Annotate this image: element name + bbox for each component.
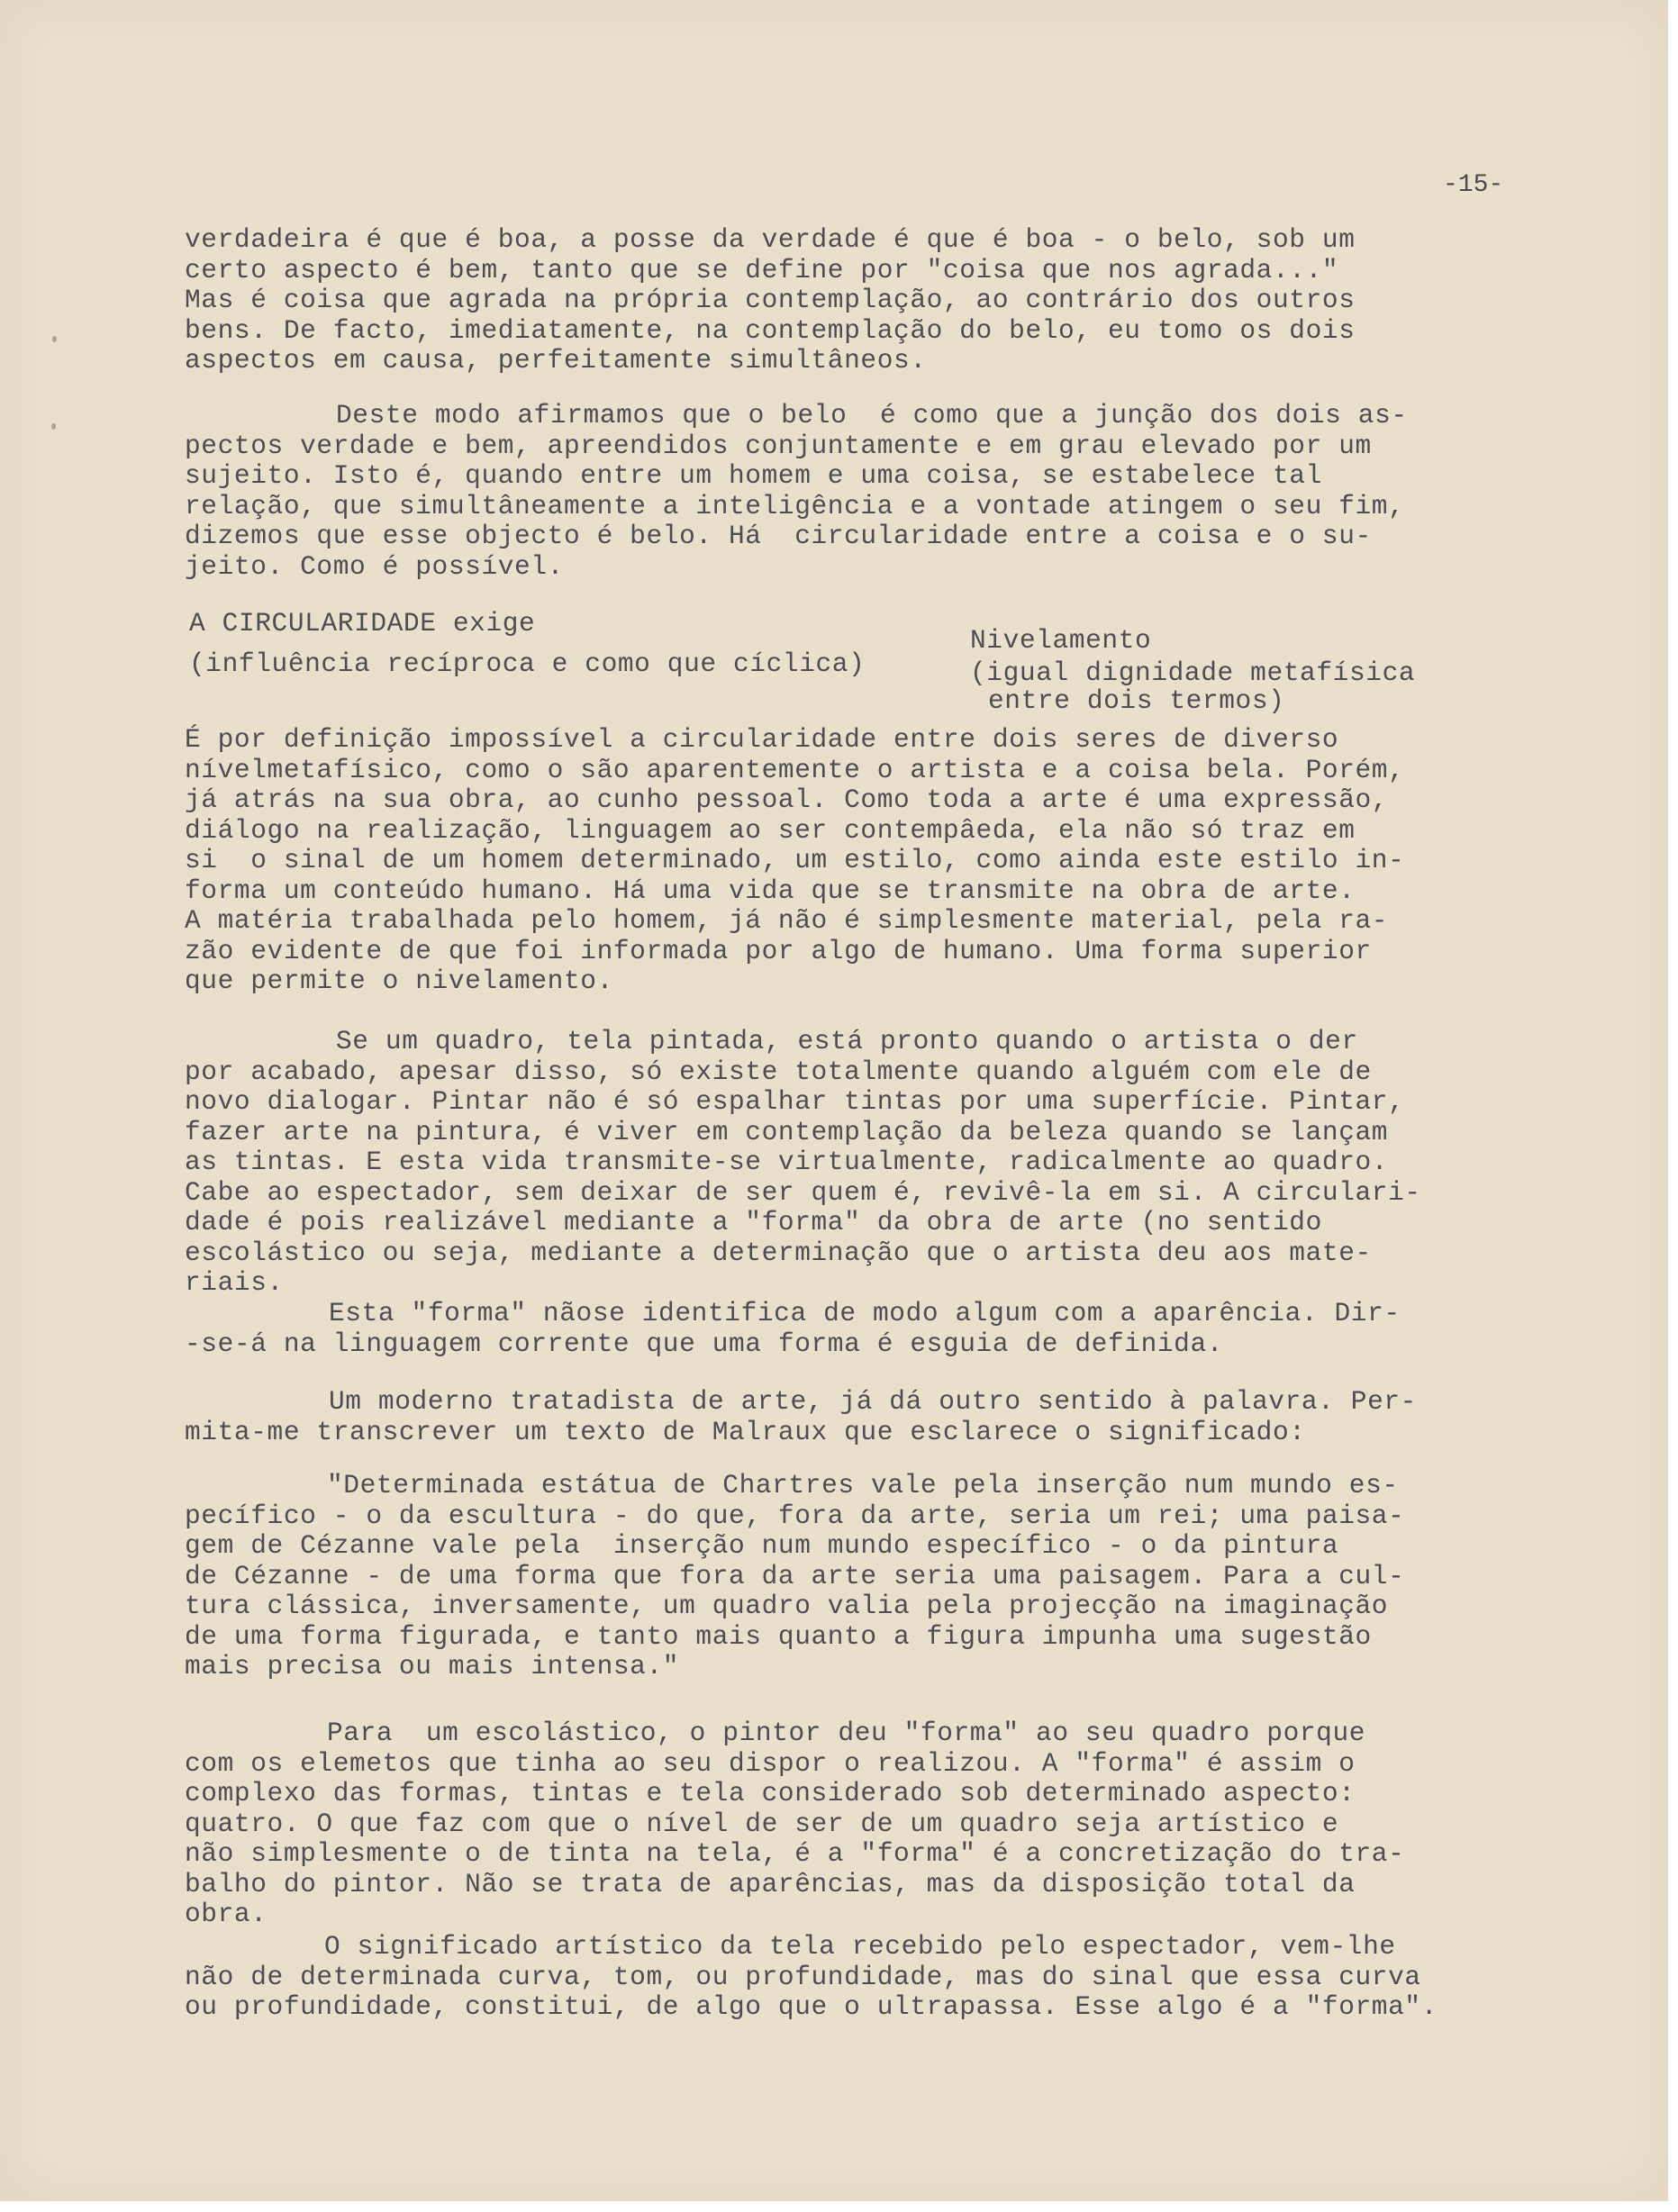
text-line: com os elemetos que tinha ao seu dispor o realizou. A "forma" é assim o [185,1747,1356,1779]
text-line: bens. De facto, imediatamente, na contemplação do belo, eu tomo os dois [185,314,1356,346]
text-line: balho do pintor. Não se trata de aparências, mas da disposição total da [185,1868,1356,1899]
text-line: sujeito. Isto é, quando entre um homem e uma coisa, se estabelece tal [185,460,1322,491]
text-line: as tintas. E esta vida transmite-se virtualmente, radicalmente ao quadro. [185,1147,1389,1177]
text-line: mais precisa ou mais intensa." [185,1651,680,1682]
text-line: Deste modo afirmamos que o belo é como que a junção dos dois as- [336,400,1408,431]
text-line: de uma forma figurada, e tanto mais quanto a figura impunha uma sugestão [185,1620,1372,1652]
text-line: riais. [185,1267,284,1298]
text-line: É por definição impossível a circularidade entre dois seres de diverso [185,724,1339,755]
malraux-quote [185,1471,1509,1682]
text-line: não de determinada curva, tom, ou profundidade, mas do sinal que essa curva [185,1961,1421,1992]
paper-speck [52,336,57,342]
leveling-title: Nivelamento [970,625,1152,656]
text-line: nívelmetafísico, como o são aparentemente o artista e a coisa bela. Porém, [185,754,1405,785]
text-line: diálogo na realização, linguagem ao ser contempâeda, ela não só traz em [185,814,1356,846]
text-line: Mas é coisa que agrada na própria contemplação, ao contrário dos outros [185,285,1356,315]
text-line: de Cézanne - de uma forma que fora da arte seria uma paisagem. Para a cul- [185,1560,1405,1591]
text-line: Para um escolástico, o pintor deu "forma" ao seu quadro porque [327,1718,1366,1748]
text-line: certo aspecto é bem, tanto que se define por "coisa que nos agrada..." [185,254,1339,286]
text-line: pectos verdade e bem, apreendidos conjuntamente e em grau elevado por um [185,430,1372,461]
text-line: dade é pois realizável mediante a "forma" da obra de arte (no sentido [185,1207,1322,1237]
scan-margin-right [1668,0,1678,2212]
paragraph-7 [185,1718,1509,1930]
text-line: verdadeira é que é boa, a posse da verdade é que é boa - o belo, sob um [185,224,1356,255]
text-line: por acabado, apesar disso, só existe totalmente quando alguém com ele de [185,1056,1372,1087]
text-line: mita-me transcrever um texto de Malraux que esclarece o significado: [185,1416,1306,1447]
text-line: escolástico ou seja, mediante a determinação que o artista deu aos mate- [185,1237,1372,1268]
paper-speck [51,423,56,430]
circularity-title: A CIRCULARIDADE exige [189,608,536,639]
text-line: pecífico - o da escultura - do que, fora da arte, seria um rei; uma paisa- [185,1500,1405,1531]
text-line: O significado artístico da tela recebido pelo espectador, vem-lhe [324,1931,1396,1962]
text-line: -se-á na linguagem corrente que uma forma é esguia de definida. [185,1328,1224,1359]
text-line: forma um conteúdo humano. Há uma vida que se transmite na obra de arte. [185,875,1356,906]
text-line: A matéria trabalhada pelo homem, já não é simplesmente material, pela ra- [185,905,1389,936]
paragraph-8 [185,1932,1509,2023]
text-line: Cabe ao espectador, sem deixar de ser quem é, revivê-la em si. A circulari- [185,1176,1421,1208]
text-line: gem de Cézanne vale pela inserção num mundo específico - o da pintura [185,1530,1339,1561]
text-line: aspectos em causa, perfeitamente simultâneos. [185,345,927,376]
text-line: jeito. Como é possível. [185,550,564,582]
text-line: Se um quadro, tela pintada, está pronto quando o artista o der [336,1026,1358,1056]
text-line: quatro. O que faz com que o nível de ser de um quadro seja artístico e [185,1808,1339,1839]
paragraph-6 [185,1387,1509,1447]
paragraph-3 [185,725,1509,997]
paragraph-4 [185,1027,1509,1299]
text-line: não simplesmente o de tinta na tela, é a "forma" é a concretização do tra- [185,1838,1405,1869]
text-line: zão evidente de que foi informada por algo de humano. Uma forma superior [185,935,1372,966]
text-line: Esta "forma" nãose identifica de modo algum com a aparência. Dir- [329,1298,1401,1328]
leveling-definition: entre dois termos) [988,685,1285,716]
text-line: si o sinal de um homem determinado, um estilo, como ainda este estilo in- [185,845,1405,875]
text-line: dizemos que esse objecto é belo. Há circularidade entre a coisa e o su- [185,521,1372,551]
leveling-definition: (igual dignidade metafísica [970,657,1416,688]
text-line: que permite o nivelamento. [185,965,613,996]
text-line: tura clássica, inversamente, um quadro valia pela projecção na imaginação [185,1591,1389,1621]
paragraph-5 [185,1299,1509,1359]
text-line: obra. [185,1899,268,1929]
text-line: relação, que simultâneamente a inteligência e a vontade atingem o seu fim, [185,490,1405,521]
scan-margin-bottom [0,2201,1678,2212]
text-line: novo dialogar. Pintar não é só espalhar tintas por uma superfície. Pintar, [185,1086,1405,1117]
page-number: -15- [1443,171,1504,199]
paragraph-1 [185,225,1509,376]
text-line: "Determinada estátua de Chartres vale pela inserção num mundo es- [327,1470,1399,1500]
text-line: Um moderno tratadista de arte, já dá outro sentido à palavra. Per- [329,1386,1417,1417]
text-line: ou profundidade, constitui, de algo que o ultrapassa. Esse algo é a "forma". [185,1991,1438,2022]
text-line: fazer arte na pintura, é viver em contemplação da beleza quando se lançam [185,1116,1389,1147]
text-line: complexo das formas, tintas e tela considerado sob determinado aspecto: [185,1778,1356,1809]
circularity-definition: (influência recíproca e como que cíclica) [189,648,866,679]
paragraph-2 [185,401,1509,582]
text-line: já atrás na sua obra, ao cunho pessoal. Como toda a arte é uma expressão, [185,784,1389,815]
